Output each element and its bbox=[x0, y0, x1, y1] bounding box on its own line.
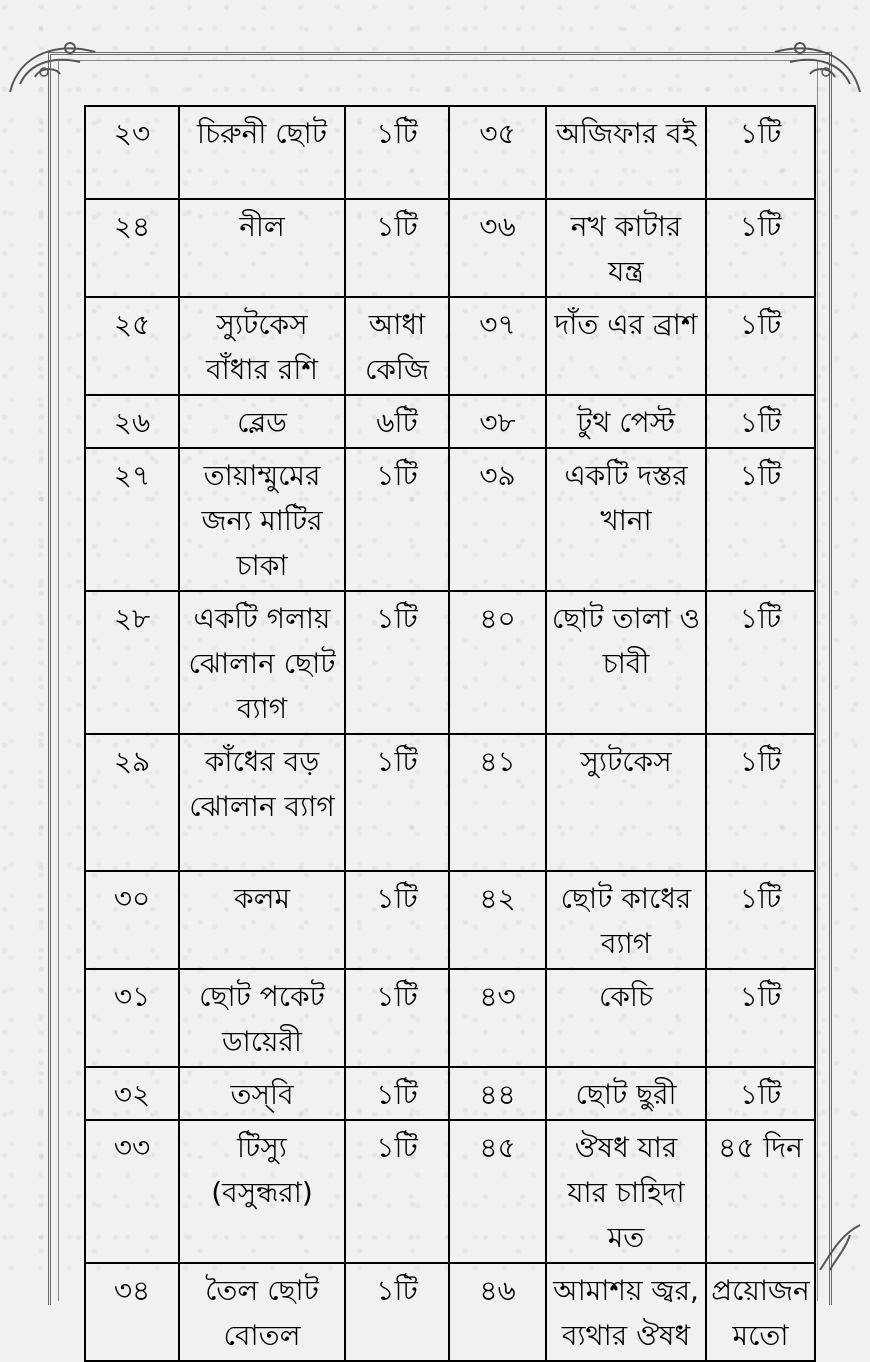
quantity-cell: আধা কেজি bbox=[345, 297, 449, 395]
table-row bbox=[85, 199, 815, 297]
serial-number-cell: ৪২ bbox=[449, 871, 546, 969]
quantity-cell: ১টি bbox=[345, 591, 449, 734]
serial-number-cell: ৩০ bbox=[85, 871, 179, 969]
quantity-cell: ১টি bbox=[345, 106, 449, 199]
serial-number-cell: ৩৬ bbox=[449, 199, 546, 297]
quantity-cell: ১টি bbox=[345, 1067, 449, 1120]
serial-number-cell: ৪৬ bbox=[449, 1263, 546, 1361]
item-name-cell: তায়াম্মুমের জন্য মাটির চাকা bbox=[179, 448, 345, 591]
table-row bbox=[85, 591, 815, 734]
quantity-cell: ১টি bbox=[345, 969, 449, 1067]
serial-number-cell: ২৮ bbox=[85, 591, 179, 734]
serial-number-cell: ২৯ bbox=[85, 734, 179, 871]
quantity-cell: ৬টি bbox=[345, 395, 449, 448]
item-name-cell: ব্লেড bbox=[179, 395, 345, 448]
item-name-cell: একটি দস্তর খানা bbox=[546, 448, 706, 591]
quantity-cell: ১টি bbox=[706, 395, 815, 448]
table-row bbox=[85, 106, 815, 199]
quantity-cell: ৪৫ দিন bbox=[706, 1120, 815, 1263]
serial-number-cell: ৩২ bbox=[85, 1067, 179, 1120]
serial-number-cell: ৪৩ bbox=[449, 969, 546, 1067]
item-name-cell: অজিফার বই bbox=[546, 106, 706, 199]
serial-number-cell: ৪০ bbox=[449, 591, 546, 734]
quantity-cell: ১টি bbox=[706, 448, 815, 591]
item-name-cell: একটি গলায় ঝোলান ছোট ব্যাগ bbox=[179, 591, 345, 734]
items-table bbox=[84, 105, 816, 1362]
quantity-cell: ১টি bbox=[345, 199, 449, 297]
quantity-cell: ১টি bbox=[345, 1263, 449, 1361]
table-row bbox=[85, 1120, 815, 1263]
item-name-cell: কেচি bbox=[546, 969, 706, 1067]
quantity-cell: ১টি bbox=[706, 591, 815, 734]
serial-number-cell: ২৫ bbox=[85, 297, 179, 395]
item-name-cell: স্যুটকেস bbox=[546, 734, 706, 871]
quantity-cell: ১টি bbox=[706, 871, 815, 969]
serial-number-cell: ৩৮ bbox=[449, 395, 546, 448]
table-row bbox=[85, 1067, 815, 1120]
table-row bbox=[85, 734, 815, 871]
serial-number-cell: ৪১ bbox=[449, 734, 546, 871]
item-name-cell: ছোট পকেট ডায়েরী bbox=[179, 969, 345, 1067]
serial-number-cell: ২৬ bbox=[85, 395, 179, 448]
item-name-cell: ছোট ছুরী bbox=[546, 1067, 706, 1120]
serial-number-cell: ৩৪ bbox=[85, 1263, 179, 1361]
quantity-cell: ১টি bbox=[345, 734, 449, 871]
serial-number-cell: ২৭ bbox=[85, 448, 179, 591]
quantity-cell: ১টি bbox=[706, 199, 815, 297]
table-row bbox=[85, 395, 815, 448]
table-row bbox=[85, 448, 815, 591]
serial-number-cell: ৩৭ bbox=[449, 297, 546, 395]
item-name-cell: নীল bbox=[179, 199, 345, 297]
item-name-cell: ছোট কাধের ব্যাগ bbox=[546, 871, 706, 969]
serial-number-cell: ২৪ bbox=[85, 199, 179, 297]
quantity-cell: ১টি bbox=[706, 969, 815, 1067]
quantity-cell: ১টি bbox=[345, 871, 449, 969]
serial-number-cell: ৪৫ bbox=[449, 1120, 546, 1263]
item-name-cell: ছোট তালা ও চাবী bbox=[546, 591, 706, 734]
item-name-cell: দাঁত এর ব্রাশ bbox=[546, 297, 706, 395]
item-name-cell: তস্‌বি bbox=[179, 1067, 345, 1120]
item-name-cell: চিরুনী ছোট bbox=[179, 106, 345, 199]
table-row bbox=[85, 969, 815, 1067]
quantity-cell: ১টি bbox=[345, 448, 449, 591]
quantity-cell: প্রয়োজন মতো bbox=[706, 1263, 815, 1361]
ornament-flourish-icon bbox=[760, 22, 870, 112]
item-name-cell: টুথ পেস্ট bbox=[546, 395, 706, 448]
item-name-cell: ঔষধ যার যার চাহিদা মত bbox=[546, 1120, 706, 1263]
quantity-cell: ১টি bbox=[706, 297, 815, 395]
items-table-body bbox=[85, 106, 815, 1361]
table-row bbox=[85, 297, 815, 395]
table-row bbox=[85, 1263, 815, 1361]
quantity-cell: ১টি bbox=[345, 1120, 449, 1263]
item-name-cell: তৈল ছোট বোতল bbox=[179, 1263, 345, 1361]
serial-number-cell: ৩৯ bbox=[449, 448, 546, 591]
table-row bbox=[85, 871, 815, 969]
ornament-flourish-icon bbox=[0, 22, 110, 112]
serial-number-cell: ২৩ bbox=[85, 106, 179, 199]
serial-number-cell: ৩১ bbox=[85, 969, 179, 1067]
item-name-cell: আমাশয় জ্বর, ব্যথার ঔষধ bbox=[546, 1263, 706, 1361]
item-name-cell: টিস্যু (বসুন্ধরা) bbox=[179, 1120, 345, 1263]
quantity-cell: ১টি bbox=[706, 734, 815, 871]
item-name-cell: কলম bbox=[179, 871, 345, 969]
serial-number-cell: ৩৫ bbox=[449, 106, 546, 199]
item-name-cell: কাঁধের বড় ঝোলান ব্যাগ bbox=[179, 734, 345, 871]
item-name-cell: নখ কাটার যন্ত্র bbox=[546, 199, 706, 297]
serial-number-cell: ৩৩ bbox=[85, 1120, 179, 1263]
serial-number-cell: ৪৪ bbox=[449, 1067, 546, 1120]
quantity-cell: ১টি bbox=[706, 1067, 815, 1120]
item-name-cell: স্যুটকেস বাঁধার রশি bbox=[179, 297, 345, 395]
quantity-cell: ১টি bbox=[706, 106, 815, 199]
